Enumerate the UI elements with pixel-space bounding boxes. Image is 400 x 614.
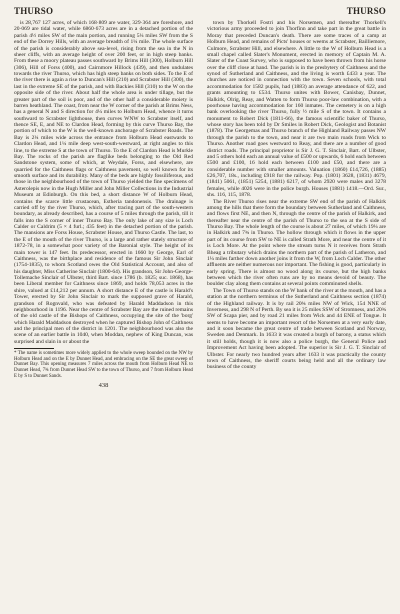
footnote-divider (14, 348, 54, 349)
header-left: THURSO (14, 6, 54, 16)
paragraph: is 28,767 127 acres, of which 168·809 are water, 329·364 are foreshore, and 20·069 are tidal water, while 6860·673 acres are in a detached portion of the parish 4½ miles SW of the main portion, and running 5¼ miles SW from the S end of the Dorrey Hills, with an average breadth of 1¼ mile. The whole surface of the parish is considerably above sea-level, rising from the sea in the N in sheer cliffs, with an average height of over 200 feet, or in high steep banks. From these a moory plateau passes southward by Brims Hill (300), Holburn Hill (306), Hill of Forss (400), and Cairnmore Hillock (439), and then undulates towards the river Thurso, which has high steep banks on both sides. To the E of the river there is again a rise to Duncan's Hill (210) and Scrabster Hill (300), the last in the extreme SE of the parish, and with Backies Hill (310) to the W on the opposite side of the river. About half the whole area is under tillage, but the greater part of the soil is poor, and of the other half a considerable moiety is barren heathland. The coast, from near the W corner of the parish at Brims Ness, has a general N and S direction for 4¼ miles to Holburn Head, whence it turns southward to Scrabster lighthouse, then curves WNW to Scrabster itself, and thence SE, E, and NE to Clardon Head, forming by this curve Thurso Bay, the portion of which to the W is the well-known anchorage of Scrabster Roads. The Bay is 2¼ miles wide across the entrance from Holburn Head eastwards to Clardon Head, and 1¼ mile deep west-south-westward, at right angles to this line, to the extreme S at the town of Thurso. To the E of Clardon Head is Murkle Bay. The rocks of the parish are flaglike beds belonging to the Old Red Sandstone system, some of which, at Weydale, Forss, and elsewhere, are quarried for the Caithness flags or Caithness pavement, so well known for its smooth surface and its durability. Many of the beds are highly fossiliferous, and those in the neighbourhood of the town of Thurso yielded the fine specimens of Asterolepis now in the Hugh Miller and John Miller Collections in the Industrial Museum at Edinburgh. On this bed, a short distance W of Holburn Head, contains the scarce little crustacean, Estheria tandonensis. The drainage is carried off by the river Thurso, which, after tracing part of the south-western boundary, as already described, has a course of 5 miles through the parish, till it falls into the S corner of inner Thurso Bay. The only lake of any size is Loch Calder or Caldrim (5 × 4 furl.; 435 feet) in the detached portion of the parish. The mansions are Forss House, Scrabster House, and Thurso Castle. The last, to the E of the mouth of the river Thurso, is a large and rather stately structure of 1872-78, in a somewhat poor variety of the Baronial style. The height of its main tower is 147 feet. Its predecessor, erected in 1660 by George, Earl of Caithness, was the birthplace and residence of the famous Sir John Sinclair (1754-1835), to whom Scotland owes the Old Statistical Account, and also of his daughter, Miss Catherine Sinclair (1800-64). His grandson, Sir John-George-Tollemache Sinclair of Ulbster, third Bart. since 1786 (b. 1825; suc. 1868), has been Liberal member for Caithness since 1869, and holds 78,053 acres in the shire, valued at £14,212 per annum. A short distance E of the castle is Harald's Tower, erected by Sir John Sinclair to mark the supposed grave of Harald, grandson of Rognvald, who was defeated by Harald Maddadson in this neighbourhood in 1196. Near the centre of Scrabster Bay are the ruined remains of the old castle of the Bishops of Caithness, occupying the site of the 'borg' which Harald Maddadson destroyed when he captured Bishop John of Caithness and the principal men of the district in 1201. The neighbourhood was also the scene of an earlier battle in 1040, when Moddan, nephew of King Duncan, was surprised and slain in or about the (14, 20, 193, 345)
running-header (14, 6, 386, 18)
right-column (207, 20, 386, 389)
text-columns (14, 20, 386, 389)
header-right: THURSO (346, 6, 386, 16)
left-column (14, 20, 193, 389)
footnote: * The name is sometimes more widely applied to the whole sweep bounded on the NW by Holburn Head and on the E by Dunnet Head, and embracing on the SE the great sweep of Dunnet Bay. This opening measures 7 miles across the mouth from Holburn Head NE to Dunnet Head, 7¾ from Dunnet Head SW to the town of Thurso, and 7 from Holburn Head E by S to Dunnet Sands. (14, 351, 193, 379)
paragraph: The River Thurso rises near the extreme SW end of the parish of Halkirk among the hills that there form the boundary between Sutherland and Caithness, and flows first NE, and then N, through the centre of the parish of Halkirk, and thereafter near the centre of the parish of Thurso to the sea at the S side of Thurso Bay. The whole length of the course is about 27 miles, of which 19¼ are in Halkirk and 7¾ in Thurso. The hollow through which it flows in the upper part of its course from SW to NE is called Strath More, and near the centre of it is Loch More. At the point where the stream turns N it receives from Strath Bheag a tributary which drains the northern part of the parish of Latheron, and 1¼ miles farther down another joins it from the W, from Loch Calder. The other affluents are neither numerous nor important. The fishing is good, particularly in early spring. There is almost no wood along its course, but the high banks between which the river often runs are by no means devoid of beauty. The boulder clay along them contains at several points comminuted shells. (207, 198, 386, 288)
paragraph: town by Thorkell Fostri and his Norsemen, and thereafter Thorkell's victorious army proceeded to join Thorfinn and take part in the great battle in Moray that preceded Duncan's death. There are some traces of a camp at Holburn Head, and remains of Picts' houses or weems at Scrabster, Bailliemore, Culmore, Scrabster Hill, and elsewhere. A little to the W of Holburn Head is a small chapel called Slater's Monument, erected in memory of Captain M. A. Slater of the Coast Survey, who is supposed to have been thrown from his horse over the cliff close at hand. The parish is in the presbytery of Caithness and the synod of Sutherland and Caithness, and the living is worth £433 a year. The churches are noticed in connection with the town. Seven schools, with total accommodation for 1582 pupils, had (1883) an average attendance of 622, and grants amounting to £534. Thurso unites with Bower, Canisbay, Dunnet, Halkirk, Olrig, Reay, and Watten to form Thurso poor-law combination, with a poorhouse having accommodation for 160 inmates. The cemetery is on a high bank overlooking the river Thurso, fully ½ mile S of the town. It contains a monument to Robert Dick (1811-66), the famous scientific baker of Thurso, whose story has been told by Dr Smiles in Robert Dick, Geologist and Botanist (1878). The Georgemas and Thurso branch of the Highland Railway passes NW through the parish to the town, and near it are two main roads from Wick to Thurso. Another road goes westward to Reay, and there are a number of good district roads. The principal proprietor is Sir J. G. T. Sinclair, Bart. of Ulbster, and 5 others hold each an annual value of £500 or upwards, 6 hold each between £500 and £100, 16 hold each between £100 and £50, and there are a considerable number with smaller amounts. Valuation (1860) £14,726, (1885) £26,707, 18s., including £918 for the railway. Pop. (1801) 3628, (1831) 4679, (1841) 5061, (1851) 5254, (1881) 6217, of whom 2920 were males and 3278 females, while 4026 were in the police burgh. Houses (1881) 1418.—Ord. Sur., shs. 116, 115, 1878. (207, 20, 386, 199)
page-number: 438 (98, 382, 109, 390)
paragraph: The Town of Thurso stands on the W bank of the river at the mouth, and has a station at the northern terminus of the Sutherland and Caithness section (1874) of the Highland railway. It is by rail 20¾ miles NW of Wick, 154 NNE of Inverness, and 298 N of Perth. By sea it is 25 miles SSW of Stromness, and 20¾ SW of Scapa pier, and by road 21 miles from Wick and 44 ENE of Tongue. It seems to have become an important resort of the Norsemen at a very early date, and it soon became the great centre of trade between Scotland and Norway, Sweden and Denmark. In 1633 it was created a burgh of barony, a status which it still holds, though it is now also a police burgh, the General Police and Improvement Act having been adopted. The superior is Sir J. G. T. Sinclair of Ulbster. For nearly two hundred years after 1633 it was practically the county town of Caithness, the sheriff courts being held and all the ordinary law business of the county (207, 287, 386, 371)
